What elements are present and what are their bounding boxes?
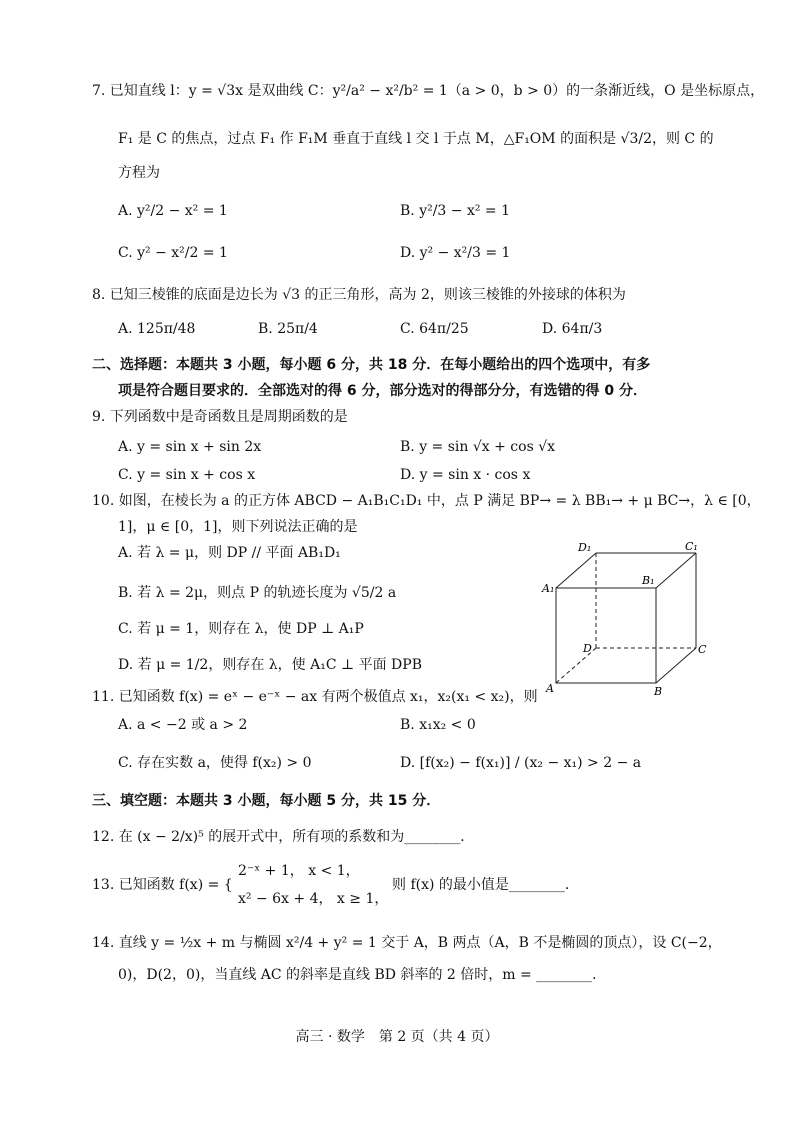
edge-bc bbox=[656, 648, 696, 683]
q10-option-c: C. 若 μ = 1，则存在 λ，使 DP ⊥ A₁P bbox=[118, 621, 364, 637]
q9-option-d: D. y = sin x · cos x bbox=[400, 467, 531, 483]
label-a: A bbox=[546, 682, 554, 695]
front-face bbox=[556, 588, 656, 683]
q10-option-b: B. 若 λ = 2μ，则点 P 的轨迹长度为 √5/2 a bbox=[118, 585, 397, 601]
q8-option-d: D. 64π/3 bbox=[542, 321, 603, 337]
q7-line1: 7. 已知直线 l：y = √3x 是双曲线 C：y²/a² − x²/b² = 1（a > 0，b > 0）的一条渐近线，O 是坐标原点， bbox=[92, 83, 765, 99]
label-b: B bbox=[654, 685, 663, 698]
label-b1: B₁ bbox=[642, 574, 655, 587]
label-a1: A₁ bbox=[542, 582, 555, 595]
q13-case1: 2⁻ˣ + 1， x < 1， bbox=[238, 863, 360, 879]
label-d1: D₁ bbox=[578, 541, 592, 554]
edge-b1c1 bbox=[656, 553, 696, 588]
section2-heading-line2: 项是符合题目要求的．全部选对的得 6 分，部分选对的得部分分，有选错的得 0 分． bbox=[118, 383, 647, 399]
label-c1: C₁ bbox=[685, 540, 698, 553]
q9-line1: 9. 下列函数中是奇函数且是周期函数的是 bbox=[92, 409, 348, 425]
label-d: D bbox=[583, 642, 592, 655]
q13-line1b: 则 f(x) 的最小值是________． bbox=[392, 877, 579, 893]
q10-option-a: A. 若 λ = μ，则 DP // 平面 AB₁D₁ bbox=[118, 545, 341, 561]
section3-heading: 三、填空题：本题共 3 小题，每小题 5 分，共 15 分． bbox=[92, 793, 441, 809]
edge-a1d1 bbox=[556, 553, 596, 588]
section2-heading-line1: 二、选择题：本题共 3 小题，每小题 6 分，共 18 分．在每小题给出的四个选项中，有多 bbox=[92, 357, 651, 373]
q8-option-a: A. 125π/48 bbox=[118, 321, 196, 337]
q7-line3: 方程为 bbox=[118, 165, 160, 181]
q7-line2: F₁ 是 C 的焦点，过点 F₁ 作 F₁M 垂直于直线 l 交 l 于点 M，△F₁OM 的面积是 √3/2，则 C 的 bbox=[118, 131, 714, 147]
q7-option-c: C. y² − x²/2 = 1 bbox=[118, 245, 228, 261]
q9-option-a: A. y = sin x + sin 2x bbox=[118, 439, 262, 455]
q9-option-b: B. y = sin √x + cos √x bbox=[400, 439, 556, 455]
q9-option-c: C. y = sin x + cos x bbox=[118, 467, 256, 483]
q7-option-a: A. y²/2 − x² = 1 bbox=[118, 203, 228, 219]
q10-option-d: D. 若 μ = 1/2，则存在 λ，使 A₁C ⊥ 平面 DPB bbox=[118, 657, 422, 673]
q11-line1: 11. 已知函数 f(x) = eˣ − e⁻ˣ − ax 有两个极值点 x₁，x₂(x₁ < x₂)，则 bbox=[92, 689, 538, 705]
q7-option-b: B. y²/3 − x² = 1 bbox=[400, 203, 511, 219]
q12-line1: 12. 在 (x − 2/x)⁵ 的展开式中，所有项的系数和为________． bbox=[92, 829, 475, 845]
q11-option-a: A. a < −2 或 a > 2 bbox=[118, 717, 248, 733]
q8-option-c: C. 64π/25 bbox=[400, 321, 469, 337]
q11-option-b: B. x₁x₂ < 0 bbox=[400, 717, 476, 733]
q7-option-d: D. y² − x²/3 = 1 bbox=[400, 245, 511, 261]
q13-line1a: 13. 已知函数 f(x) = { bbox=[92, 877, 233, 893]
q8-line1: 8. 已知三棱锥的底面是边长为 √3 的正三角形，高为 2，则该三棱锥的外接球的体积为 bbox=[92, 287, 626, 303]
q10-line1: 10. 如图，在棱长为 a 的正方体 ABCD − A₁B₁C₁D₁ 中，点 P 满足 BP→ = λ BB₁→ + μ BC→，λ ∈ [0， bbox=[92, 493, 761, 509]
q8-option-b: B. 25π/4 bbox=[258, 321, 318, 337]
q14-line2: 0)，D(2，0)，当直线 AC 的斜率是直线 BD 斜率的 2 倍时，m = ________． bbox=[118, 967, 607, 983]
q10-line2: 1]，μ ∈ [0，1]，则下列说法正确的是 bbox=[118, 519, 358, 535]
cube-diagram bbox=[538, 540, 708, 700]
label-c: C bbox=[698, 643, 707, 656]
q14-line1: 14. 直线 y = ½x + m 与椭圆 x²/4 + y² = 1 交于 A，B 两点（A，B 不是椭圆的顶点），设 C(−2， bbox=[92, 935, 722, 951]
q11-option-c: C. 存在实数 a，使得 f(x₂) > 0 bbox=[118, 755, 312, 771]
q13-case2: x² − 6x + 4， x ≥ 1， bbox=[238, 891, 389, 907]
q11-option-d: D. [f(x₂) − f(x₁)] / (x₂ − x₁) > 2 − a bbox=[400, 755, 642, 771]
page-footer: 高三 · 数学 第 2 页（共 4 页） bbox=[295, 1029, 499, 1045]
